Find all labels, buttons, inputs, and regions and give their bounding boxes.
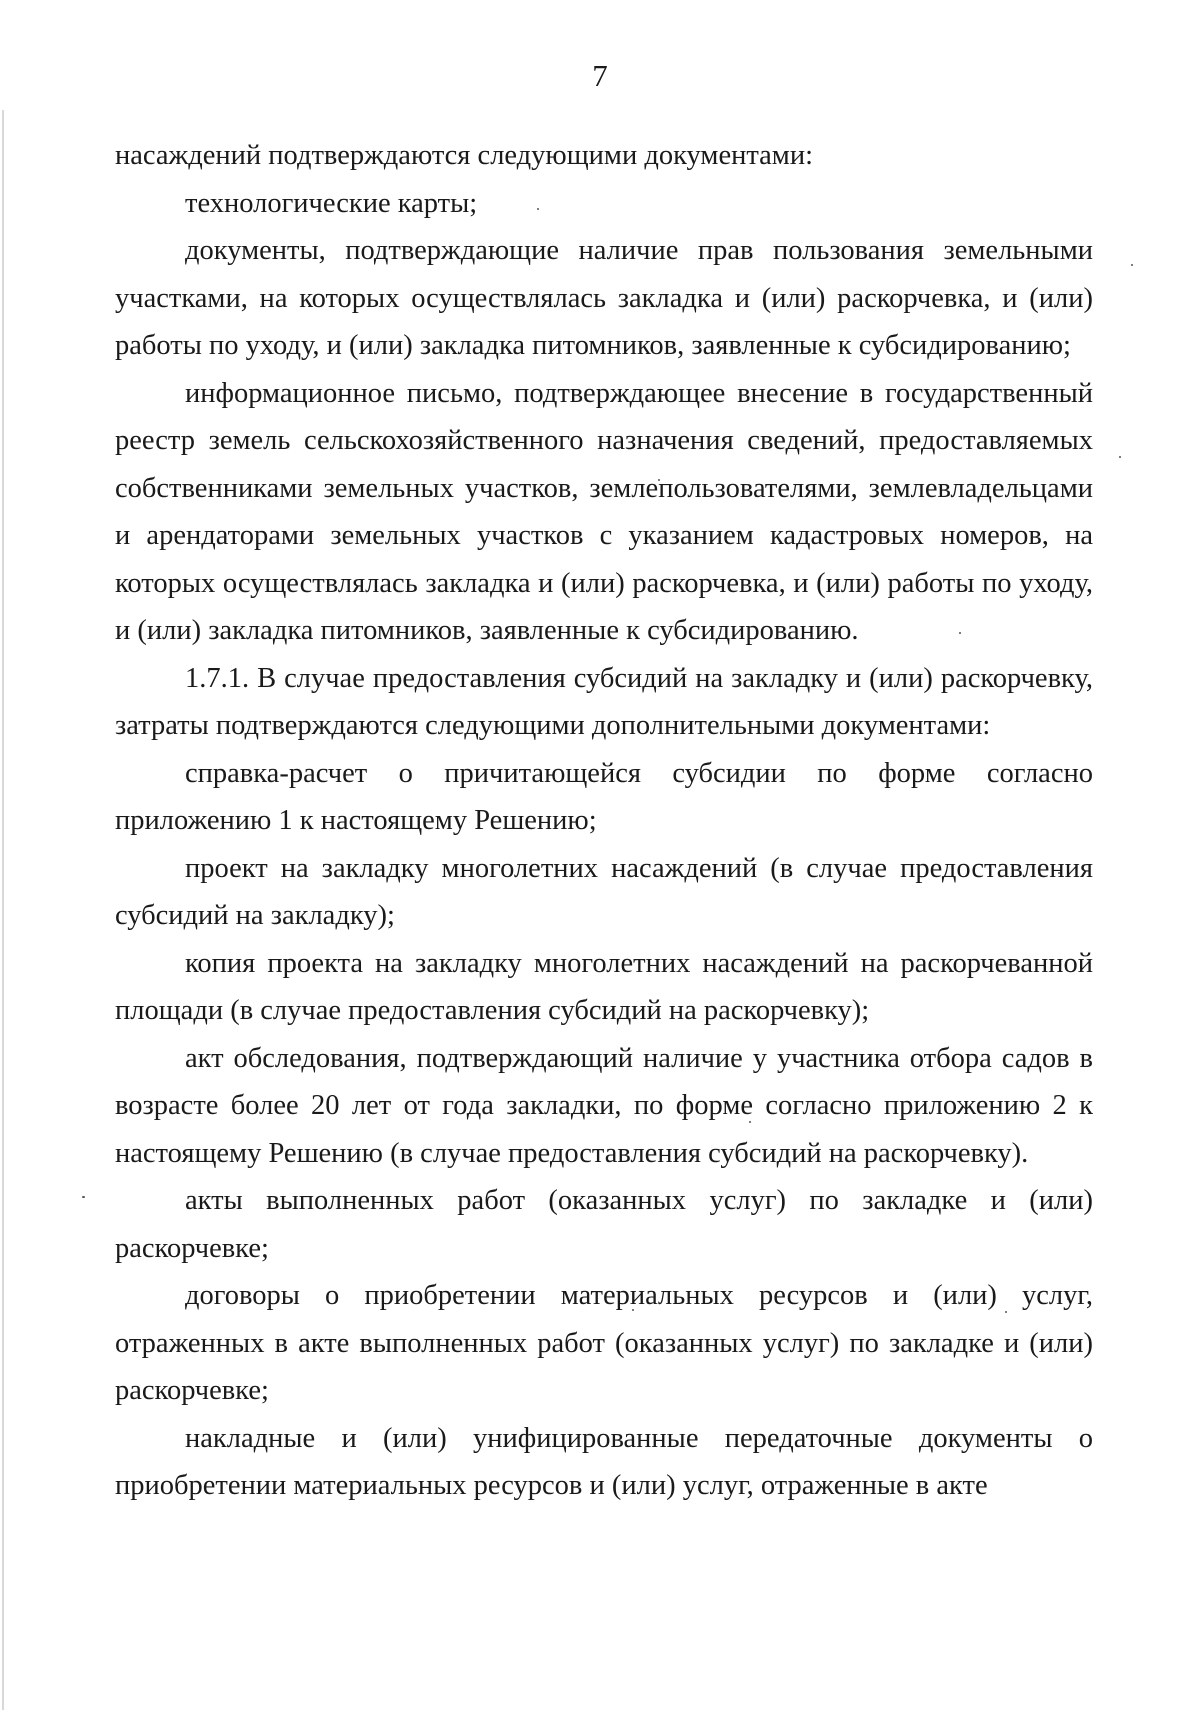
paragraph-project-copy: копия проекта на закладку многолетних насаждений на раскорчеванной площади (в случае предоставления субсидий на раскорчевку); [115, 947, 1093, 1026]
scan-speck [82, 1196, 85, 1198]
paragraph-info-letter: информационное письмо, подтверждающее внесение в государственный реестр земель сельскохозяйственного назначения сведений, предоставляемых собственниками земельных участков, землепользователями, землевладельцами и арендаторами земельных участков с указанием кадастровых номеров, на которых осуществлялась закладка и (или) раскорчевка, и (или) работы по уходу, и (или) закладка питомников, заявленные к субсидированию. [115, 377, 1093, 646]
paragraph-work-acts: акты выполненных работ (оказанных услуг) по закладке и (или) раскорчевке; [115, 1185, 1093, 1264]
paragraph-contracts: договоры о приобретении материальных ресурсов и (или) услуг, отраженных в акте выполненных работ (оказанных услуг) по закладке и (или) раскорчевке; [115, 1280, 1093, 1406]
paragraph-continuation: насаждений подтверждаются следующими документами: [115, 140, 813, 171]
paragraph-planting-project: проект на закладку многолетних насаждений (в случае предоставления субсидий на закладку); [115, 852, 1093, 931]
paragraph-inspection-act: акт обследования, подтверждающий наличие у участника отбора садов в возрасте более 20 лет от года закладки, по форме согласно приложению 2 к настоящему Решению (в случае предоставления субсидий на раскорчевку). [115, 1042, 1093, 1169]
paragraph-calculation-certificate: справка-расчет о причитающейся субсидии по форме согласно приложению 1 к настоящему Решению; [115, 757, 1093, 836]
page-number: 7 [592, 58, 608, 93]
paragraph-land-rights: документы, подтверждающие наличие прав пользования земельными участками, на которых осуществлялась закладка и (или) раскорчевка, и (или) работы по уходу, и (или) закладка питомников, заявленные к субсидированию; [115, 235, 1093, 361]
paragraph-clause-1-7-1: 1.7.1. В случае предоставления субсидий на закладку и (или) раскорчевку, затраты подтверждаются следующими дополнительными документами: [115, 662, 1093, 741]
scan-speck [1119, 456, 1121, 458]
paragraph-tech-cards: технологические карты; [185, 187, 478, 219]
scan-edge-line [2, 110, 4, 1710]
document-body [115, 132, 1093, 1510]
paragraph-invoices: накладные и (или) унифицированные передаточные документы о приобретении материальных ресурсов и (или) услуг, отраженные в акте [115, 1422, 1093, 1501]
scan-speck [1131, 264, 1133, 266]
